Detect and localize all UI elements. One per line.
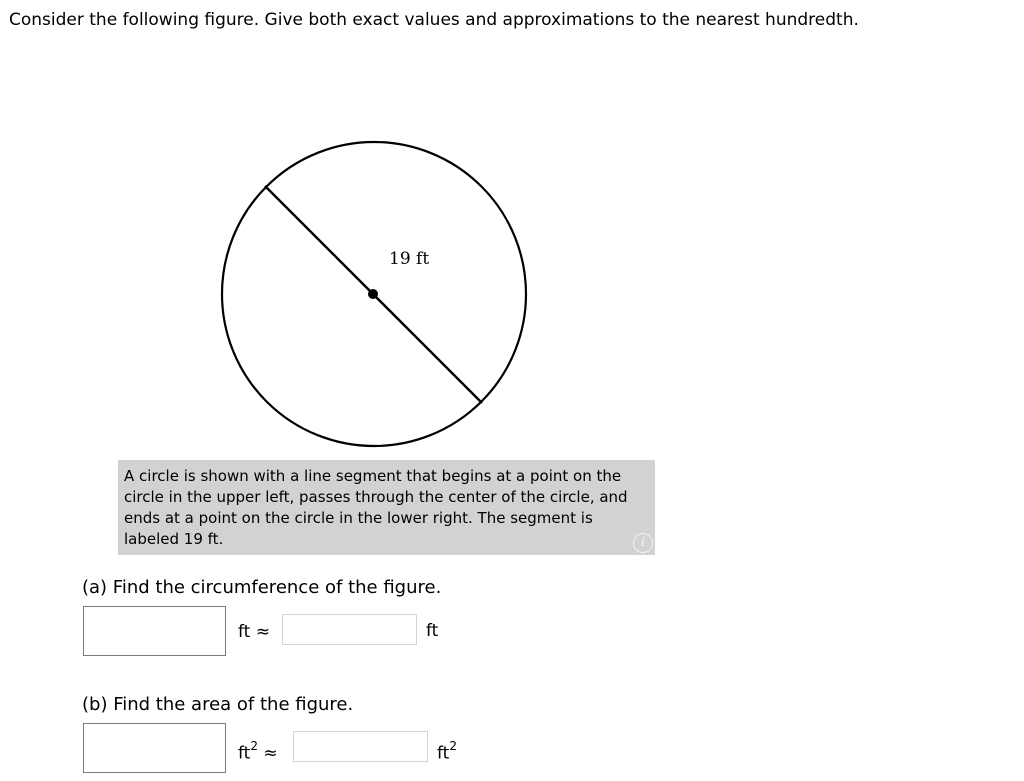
part-a-question: (a) Find the circumference of the figure.: [82, 577, 442, 598]
area-exact-unit-text: ft: [238, 743, 251, 764]
area-approx-unit-exponent: 2: [449, 739, 457, 753]
area-approx-unit-text: ft: [437, 743, 450, 764]
circumference-exact-input[interactable]: [83, 606, 226, 656]
figure-description: A circle is shown with a line segment that begins at a point on the circle in the upper left, passes through the center of the circle, and ends at a point on the circle in the lower right. The segment is labeled 19 ft.: [124, 467, 628, 548]
diameter-label: 19 ft: [389, 249, 430, 269]
circumference-exact-unit: [238, 621, 270, 643]
figure-description-box: [118, 460, 655, 555]
approx-symbol: ≈: [263, 743, 278, 764]
area-exact-unit: [238, 737, 278, 765]
problem-prompt: Consider the following figure. Give both exact values and approximations to the nearest hundredth.: [9, 10, 859, 30]
circle-figure-svg: [205, 128, 545, 458]
circumference-approx-unit: ft: [426, 621, 439, 641]
area-exact-input[interactable]: [83, 723, 226, 773]
approx-symbol: ≈: [255, 622, 271, 642]
area-approx-input[interactable]: [293, 731, 428, 762]
circle-figure: [205, 128, 545, 458]
info-icon[interactable]: i: [633, 533, 653, 553]
circumference-exact-unit-text: ft: [238, 622, 251, 642]
circumference-approx-input[interactable]: [282, 614, 417, 645]
part-b-question: (b) Find the area of the figure.: [82, 694, 354, 715]
area-exact-unit-exponent: 2: [250, 739, 258, 753]
area-approx-unit: [437, 737, 457, 765]
center-point: [368, 289, 378, 299]
